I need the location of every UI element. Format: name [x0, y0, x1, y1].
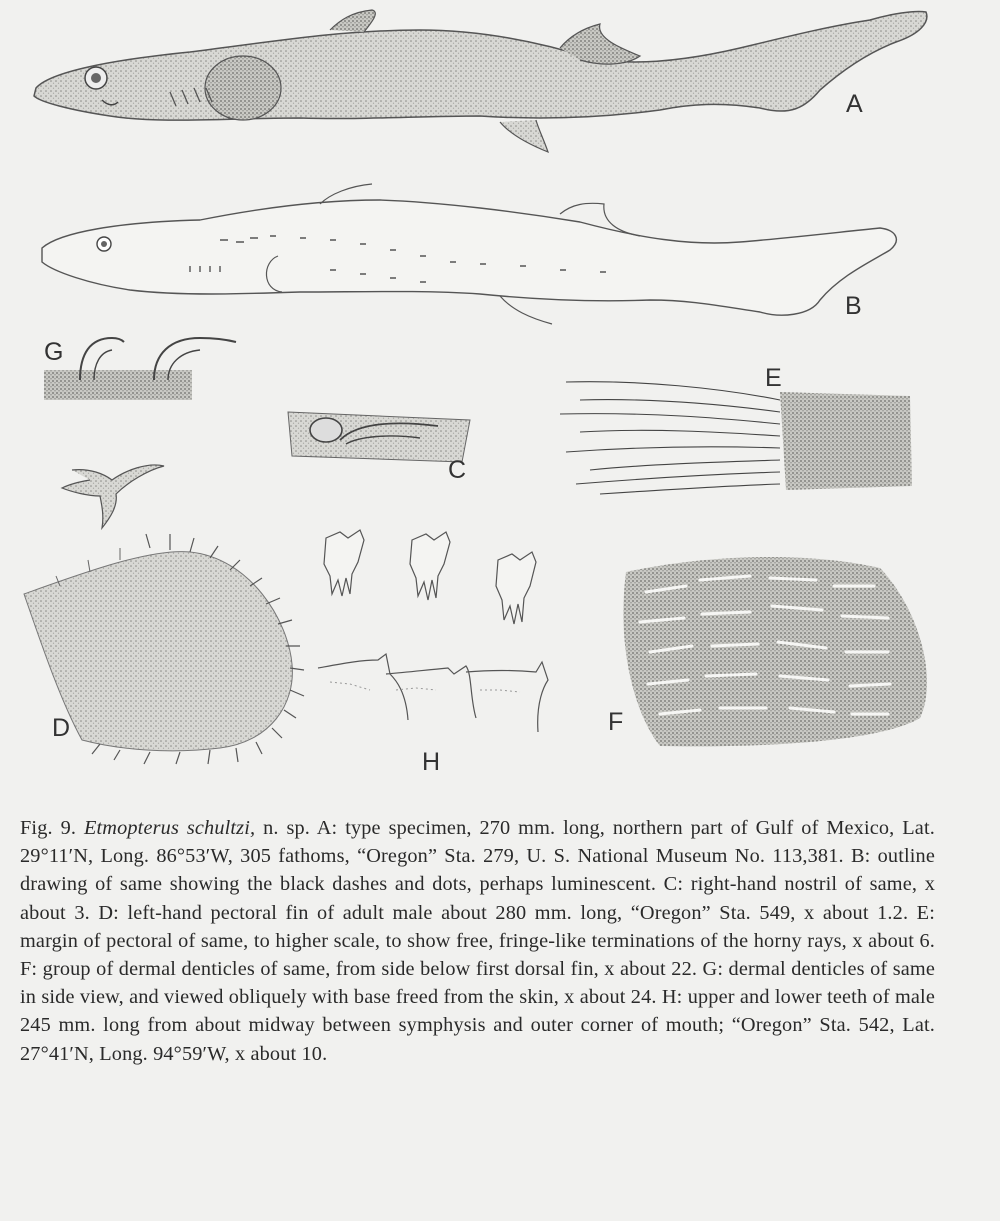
caption-body: n. sp. A: type specimen, 270 mm. long, northern part of Gulf of Mexico, Lat. 29°11′N, Long. 86°53′W, 305 fathoms, “Oregon” Sta. 279, U. S. National Museum No. 113,381. B: outline drawing of same showing the black dashes and dots, perhaps luminescent. C: right-hand nostril of same, x about 3. D: left-hand pectoral fin of adult male about 280 mm. long, “Oregon” Sta. 549, x about 1.2. E: margin of pectoral of same, to higher scale, to show free, fringe-like terminations of the horny rays, x about 6. F: group of dermal denticles of same, from side below first dorsal fin, x about 22. G: dermal denticles of same in side view, and viewed obliquely with base freed from the skin, x about 24. H: upper and lower teeth of male 245 mm. long from about midway between symphysis and outer corner of mouth; “Oregon” Sta. 542, Lat. 27°41′N, Long. 94°59′W, x about 10. — [20, 817, 935, 1065]
label-f: F — [608, 708, 624, 736]
label-g: G — [44, 338, 64, 366]
drawing-a-type-specimen — [34, 10, 927, 152]
caption-species: Etmopterus schultzi, — [83, 817, 256, 839]
label-a: A — [846, 90, 863, 118]
drawing-f-denticles-group — [608, 557, 927, 746]
drawing-c-nostril — [288, 412, 470, 484]
label-d: D — [52, 714, 71, 742]
figure-caption — [20, 814, 935, 1068]
drawing-d-pectoral-fin — [24, 534, 304, 764]
drawing-h-teeth — [318, 530, 548, 776]
label-e: E — [765, 364, 782, 392]
drawing-e-fin-margin — [560, 364, 912, 494]
drawing-b-outline — [42, 184, 896, 324]
label-b: B — [845, 292, 862, 320]
label-c: C — [448, 456, 467, 484]
caption-fig-number: Fig. 9. — [20, 817, 77, 839]
label-h: H — [422, 748, 441, 776]
drawing-g-denticles — [44, 338, 236, 528]
